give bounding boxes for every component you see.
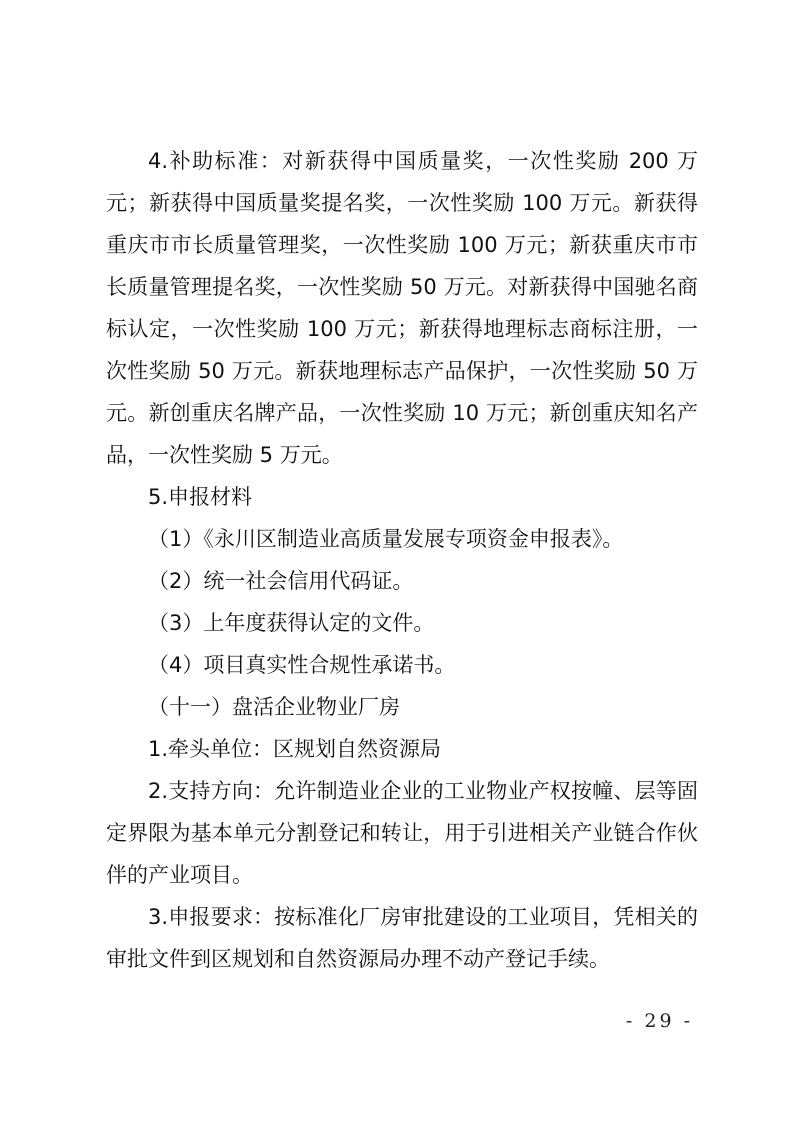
list-item-material-3: （3）上年度获得认定的文件。 bbox=[148, 611, 435, 635]
paragraph-support-direction: 2.支持方向：允许制造业企业的工业物业产权按幢、层等固定界限为基本单元分割登记和转让，用于引进相关产业链合作伙伴的产业项目。 bbox=[106, 779, 698, 887]
paragraph-subsidy-standard: 4.补助标准：对新获得中国质量奖，一次性奖励 200 万元；新获得中国质量奖提名奖，一次性奖励 100 万元。新获得重庆市市长质量管理奖，一次性奖励 100 万元；新获重庆市市长质量管理提名奖，一次性奖励 50 万元。对新获得中国驰名商标认定，一次性奖励 100 万元；新获得地理标志商标注册，一次性奖励 50 万元。新获地理标志产品保护，一次性奖励 50 万元。新创重庆名牌产品，一次性奖励 10 万元；新创重庆知名产品，一次性奖励 5 万元。 bbox=[106, 149, 698, 467]
list-item-material-2: （2）统一社会信用代码证。 bbox=[148, 569, 414, 593]
section-heading-revitalize-property: （十一）盘活企业物业厂房 bbox=[148, 695, 400, 719]
list-item-material-4: （4）项目真实性合规性承诺书。 bbox=[148, 653, 456, 677]
paragraph-application-requirements: 3.申报要求：按标准化厂房审批建设的工业项目，凭相关的审批文件到区规划和自然资源局办理不动产登记手续。 bbox=[106, 905, 698, 971]
paragraph-lead-unit: 1.牵头单位：区规划自然资源局 bbox=[148, 737, 442, 761]
list-item-material-1: （1）《永川区制造业高质量发展专项资金申报表》。 bbox=[148, 527, 624, 551]
page-number: - 29 - bbox=[625, 1010, 693, 1032]
document-body bbox=[106, 140, 698, 980]
paragraph-application-materials-heading: 5.申报材料 bbox=[148, 485, 253, 509]
